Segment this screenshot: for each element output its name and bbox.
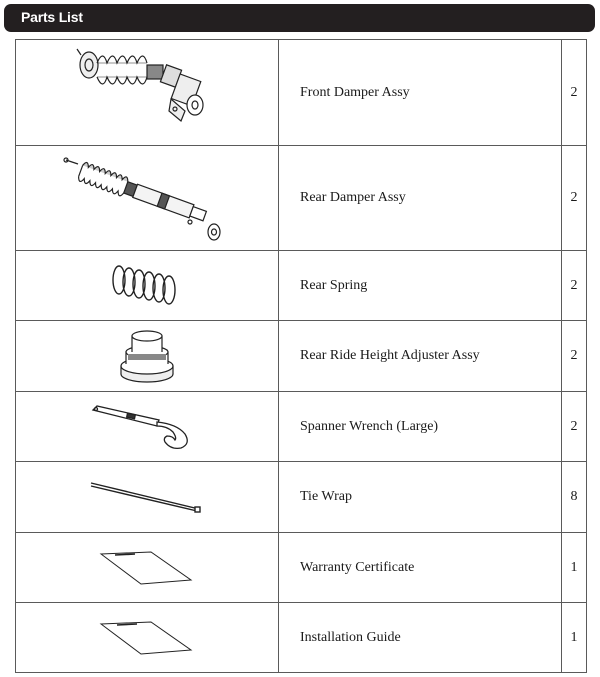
table-row bbox=[16, 392, 587, 462]
page-title: Parts List bbox=[21, 9, 83, 25]
table-row bbox=[16, 462, 587, 533]
installation-guide-icon bbox=[97, 618, 197, 658]
part-image-cell bbox=[16, 603, 279, 673]
rear-damper-icon bbox=[62, 150, 232, 246]
table-row bbox=[16, 533, 587, 603]
table-row bbox=[16, 40, 587, 146]
part-image-cell bbox=[16, 321, 279, 392]
parts-table bbox=[15, 39, 587, 673]
table-row bbox=[16, 321, 587, 392]
part-name: Tie Wrap bbox=[279, 462, 562, 533]
table-row bbox=[16, 251, 587, 321]
table-row bbox=[16, 146, 587, 251]
part-image-cell bbox=[16, 251, 279, 321]
part-qty: 2 bbox=[562, 321, 587, 392]
warranty-certificate-icon bbox=[97, 548, 197, 588]
ride-height-adjuster-icon bbox=[112, 326, 182, 386]
part-name: Rear Ride Height Adjuster Assy bbox=[279, 321, 562, 392]
part-image-cell bbox=[16, 533, 279, 603]
part-image-cell bbox=[16, 40, 279, 146]
part-qty: 8 bbox=[562, 462, 587, 533]
parts-list-header bbox=[4, 4, 595, 32]
spanner-wrench-icon bbox=[87, 404, 207, 450]
part-qty: 1 bbox=[562, 603, 587, 673]
part-name: Rear Spring bbox=[279, 251, 562, 321]
front-damper-icon bbox=[67, 43, 227, 143]
part-image-cell bbox=[16, 146, 279, 251]
part-qty: 2 bbox=[562, 251, 587, 321]
tie-wrap-icon bbox=[87, 477, 207, 517]
part-qty: 2 bbox=[562, 40, 587, 146]
rear-spring-icon bbox=[107, 258, 187, 314]
part-name: Warranty Certificate bbox=[279, 533, 562, 603]
table-row bbox=[16, 603, 587, 673]
part-name: Spanner Wrench (Large) bbox=[279, 392, 562, 462]
part-qty: 1 bbox=[562, 533, 587, 603]
part-qty: 2 bbox=[562, 146, 587, 251]
part-name: Installation Guide bbox=[279, 603, 562, 673]
part-image-cell bbox=[16, 462, 279, 533]
part-name: Front Damper Assy bbox=[279, 40, 562, 146]
part-image-cell bbox=[16, 392, 279, 462]
part-qty: 2 bbox=[562, 392, 587, 462]
part-name: Rear Damper Assy bbox=[279, 146, 562, 251]
